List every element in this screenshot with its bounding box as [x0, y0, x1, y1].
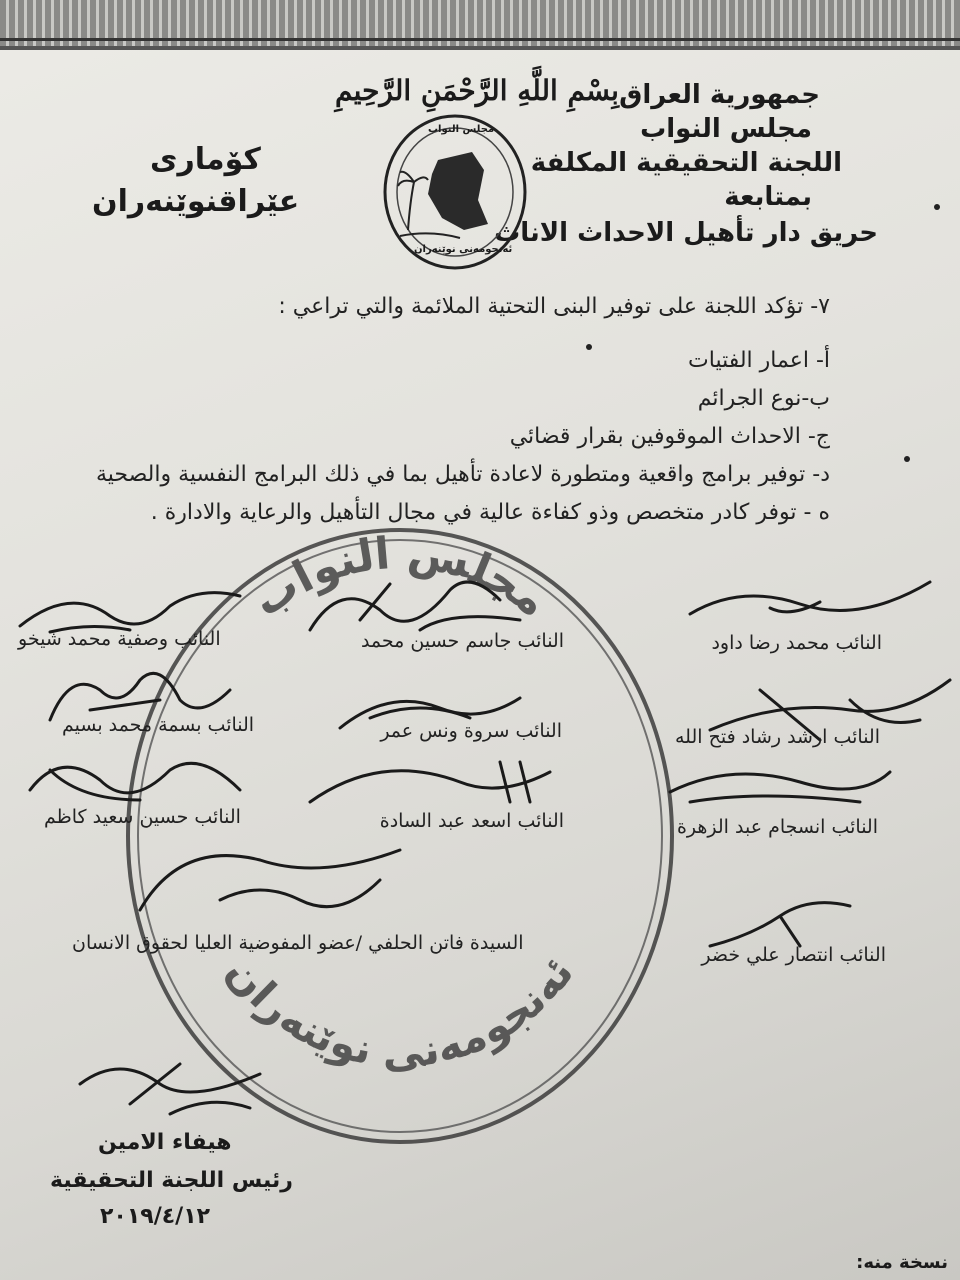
copy-to-label: نسخة منه:: [856, 1252, 948, 1273]
signatory-name: النائب محمد رضا داود: [711, 632, 882, 654]
subitem-c: ج- الاحداث الموقوفين بقرار قضائي: [509, 424, 830, 449]
header-kurdish-parliament: عێراقنوێنەران: [92, 184, 300, 219]
signature-mark: [120, 820, 420, 930]
scan-speck: [904, 456, 910, 462]
chair-title: رئيس اللجنة التحقيقية: [50, 1168, 293, 1193]
stamp-bottom-text: ئەنجومەنی نوێنەران: [216, 947, 583, 1077]
signatory-name: النائب انتصار علي خضر: [701, 944, 886, 966]
header-kurdish-republic: كۆماری: [150, 142, 261, 177]
subitem-a: أ- اعمار الفتيات: [688, 348, 830, 373]
header-committee: اللجنة التحقيقية المكلفة: [530, 148, 842, 178]
page-top-border: [0, 0, 960, 50]
emblem-bottom-text: ئەنجومەنی نوێنەران: [414, 244, 513, 255]
signatory-name: النائب انسجام عبد الزهرة: [676, 816, 878, 838]
signature-mark: [680, 574, 940, 634]
signatory-name: السيدة فاتن الحلفي /عضو المفوضية العليا لحقوق الانسان: [72, 932, 524, 954]
signatory-name: النائب حسين سعيد كاظم: [44, 806, 241, 828]
subitem-b: ب-نوع الجرائم: [697, 386, 830, 411]
signatory-name: النائب بسمة محمد بسيم: [62, 714, 255, 736]
subitem-d: د- توفير برامج واقعية ومتطورة لاعادة تأهيل بما في ذلك البرامج النفسية والصحية: [95, 462, 830, 487]
signatory-name: النائب اسعد عبد السادة: [379, 810, 564, 832]
header-subject: حريق دار تأهيل الاحداث الاناث: [494, 218, 878, 248]
scan-speck: [586, 344, 592, 350]
scan-speck: [934, 204, 940, 210]
emblem-top-text: مجلس النواب: [428, 124, 495, 135]
basmala: بِسْمِ اللَّهِ الرَّحْمَنِ الرَّحِيمِ: [335, 74, 619, 107]
header-parliament: مجلس النواب: [640, 114, 812, 144]
subitem-e: ه - توفر كادر متخصص وذو كفاءة عالية في مجال التأهيل والرعاية والادارة .: [150, 500, 830, 525]
header-republic: جمهورية العراق: [619, 80, 820, 110]
chair-name: هيفاء الامين: [98, 1130, 232, 1155]
signatory-name: النائب جاسم حسين محمد: [360, 630, 564, 652]
signatory-name: النائب ارشد رشاد فتح الله: [674, 726, 880, 748]
stamp-top-text: مجلس النواب: [243, 526, 558, 628]
signatory-name: النائب وصفية محمد شيخو: [18, 628, 221, 650]
header-follow-up: بمتابعة: [724, 182, 812, 212]
signatory-name: النائب سروة ونس عمر: [380, 720, 562, 742]
item-7-heading: ٧- تؤكد اللجنة على توفير البنى التحتية الملائمة والتي تراعي :: [278, 294, 830, 319]
signature-mark: [70, 1044, 270, 1124]
document-date: ٢٠١٩/٤/١٢: [100, 1204, 211, 1229]
signature-mark: [660, 762, 900, 812]
